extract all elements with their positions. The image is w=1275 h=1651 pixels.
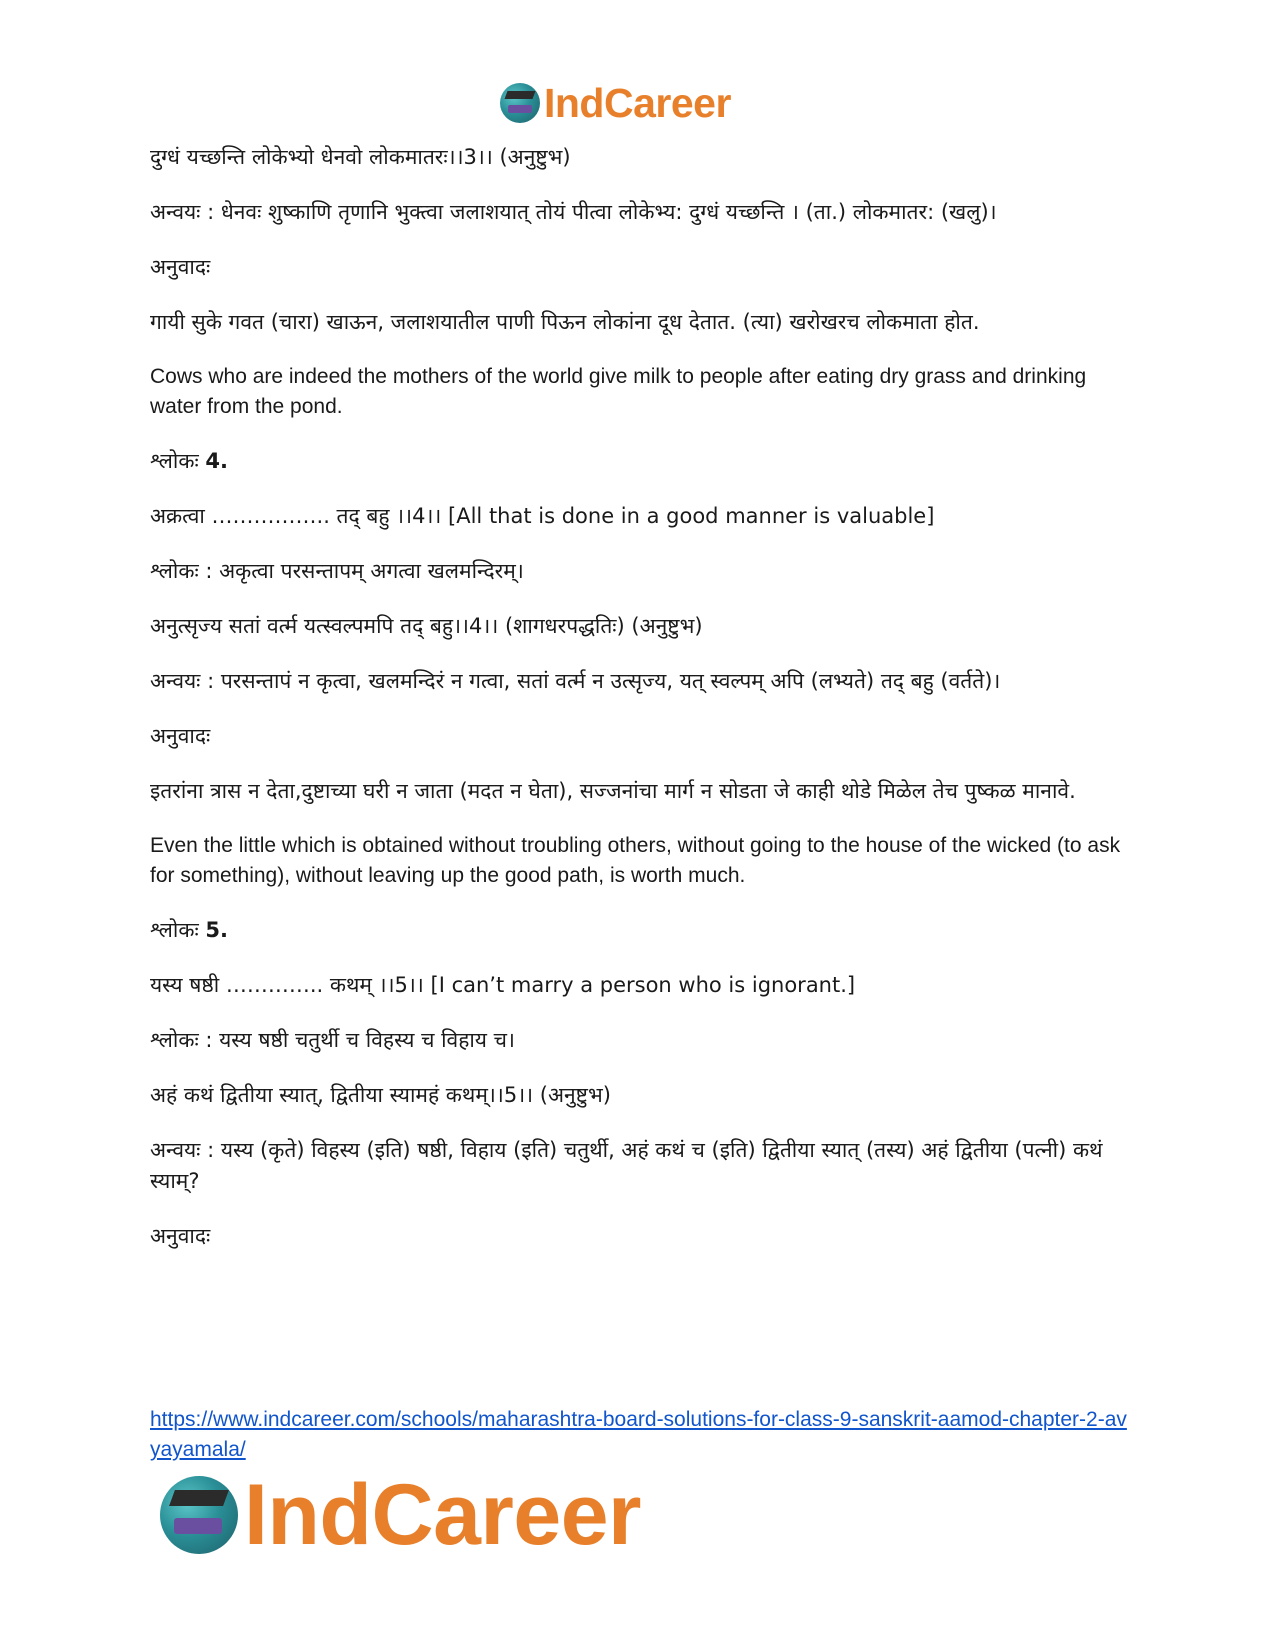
globe-graduation-cap-icon <box>160 1476 238 1554</box>
globe-graduation-cap-icon <box>500 83 540 123</box>
shloka-4-anuvada-heading: अनुवादः <box>150 724 211 748</box>
shloka-4-marathi-translation: इतरांना त्रास न देता,दुष्टाच्या घरी न जाता (मदत न घेता), सज्जनांचा मार्ग न सोडता जे काही थोडे मिळेल तेच पुष्कळ मानावे. <box>150 779 1076 803</box>
shloka-5-line-2: अहं कथं द्वितीया स्यात्, द्वितीया स्यामहं कथम्।।5।। (अनुष्टुभ) <box>150 1083 611 1107</box>
shloka-4-line-2: अनुत्सृज्य सतां वर्त्म यत्स्वल्पमपि तद् बहु।।4।। (शागधरपद्धतिः) (अनुष्टुभ) <box>150 614 703 638</box>
shloka-4-english-translation: Even the little which is obtained without troubling others, without going to the house of the wicked (to ask for something), without leaving up the good path, is worth much. <box>150 834 1121 887</box>
verse-3-line: दुग्धं यच्छन्ति लोकेभ्यो धेनवो लोकमातरः।।3।। (अनुष्टुभ) <box>150 145 571 169</box>
verse-3-marathi-translation: गायी सुके गवत (चारा) खाऊन, जलाशयातील पाणी पिऊन लोकांना दूध देतात. (त्या) खरोखरच लोकमाता होत. <box>150 310 980 334</box>
document-body <box>150 142 1130 1252</box>
shloka-5-heading <box>150 915 1130 946</box>
header-logo-text: IndCareer <box>544 79 731 126</box>
source-link-block <box>150 1405 1130 1465</box>
verse-3-anuvada-heading: अनुवादः <box>150 255 211 279</box>
shloka-number: 5. <box>205 918 228 942</box>
verse-3-anvaya: अन्वयः : धेनवः शुष्काणि तृणानि भुक्त्वा जलाशयात् तोयं पीत्वा लोकेभ्य: दुग्धं यच्छन्ति । (ता.) लोकमातर: (खलु)। <box>150 200 997 224</box>
shloka-5-anvaya: अन्वयः : यस्य (कृते) विहस्य (इति) षष्ठी, विहाय (इति) चतुर्थी, अहं कथं च (इति) द्वितीया स्यात् (तस्य) अहं द्वितीया (पत्नी) कथं स्याम्? <box>150 1138 1103 1193</box>
footer-logo <box>160 1466 641 1563</box>
shloka-number: 4. <box>205 449 228 473</box>
header-logo <box>500 78 731 128</box>
shloka-4-heading <box>150 446 1130 477</box>
shloka-4-line-1: श्लोकः : अकृत्वा परसन्तापम् अगत्वा खलमन्दिरम्। <box>150 559 524 583</box>
shloka-label: श्लोकः <box>150 918 199 942</box>
shloka-label: श्लोकः <box>150 449 199 473</box>
footer-logo-text: IndCareer <box>244 1466 641 1563</box>
shloka-5-summary: यस्य षष्ठी ………….. कथम् ।।5।। [I can’t marry a person who is ignorant.] <box>150 973 856 997</box>
shloka-4-summary: अक्रत्वा …………….. तद् बहु ।।4।। [All that is done in a good manner is valuable] <box>150 504 935 528</box>
shloka-5-anuvada-heading: अनुवादः <box>150 1224 211 1248</box>
verse-3-english-translation: Cows who are indeed the mothers of the world give milk to people after eating dry grass and drinking water from the pond. <box>150 365 1087 418</box>
shloka-5-line-1: श्लोकः : यस्य षष्ठी चतुर्थी च विहस्य च विहाय च। <box>150 1028 515 1052</box>
source-link[interactable]: https://www.indcareer.com/schools/maharashtra-board-solutions-for-class-9-sanskrit-aamod-chapter-2-avyayamala/ <box>150 1408 1127 1461</box>
shloka-4-anvaya: अन्वयः : परसन्तापं न कृत्वा, खलमन्दिरं न गत्वा, सतां वर्त्म न उत्सृज्य, यत् स्वल्पम् अपि (लभ्यते) तद् बहु (वर्तते)। <box>150 669 1001 693</box>
